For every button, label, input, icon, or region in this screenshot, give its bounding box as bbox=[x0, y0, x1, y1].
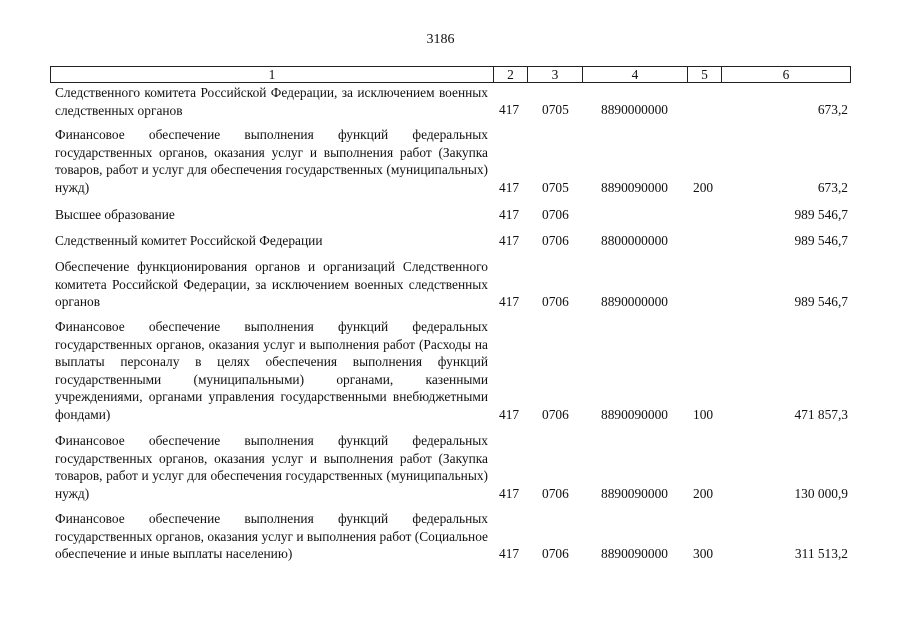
row-type: 200 bbox=[693, 486, 714, 501]
row-grbs: 417 bbox=[499, 407, 520, 422]
row-amount: 130 000,9 bbox=[794, 486, 848, 501]
row-amount: 673,2 bbox=[817, 180, 848, 195]
row-amount: 673,2 bbox=[817, 102, 848, 117]
header-col-3: 3 bbox=[528, 67, 583, 82]
row-grbs: 417 bbox=[499, 233, 520, 248]
row-grbs: 417 bbox=[499, 486, 520, 501]
row-grbs: 417 bbox=[499, 294, 520, 309]
row-code: 8890000000 bbox=[601, 294, 668, 309]
header-col-2: 2 bbox=[494, 67, 528, 82]
row-section: 0706 bbox=[542, 486, 569, 501]
row-description: Финансовое обеспечение выполнения функций федеральных государственных органов, оказания услуг и выполнения работ (Социальное обеспечение и иные выплаты населению) bbox=[55, 511, 488, 562]
header-col-5: 5 bbox=[688, 67, 722, 82]
row-amount: 989 546,7 bbox=[794, 233, 848, 248]
row-code: 8890090000 bbox=[601, 546, 668, 561]
row-section: 0706 bbox=[542, 207, 569, 222]
row-section: 0705 bbox=[542, 180, 569, 195]
page-number: 3186 bbox=[426, 32, 455, 47]
header-col-1: 1 bbox=[51, 67, 494, 82]
row-description: Следственного комитета Российской Федерации, за исключением военных следственных органов bbox=[55, 85, 488, 118]
row-code: 8890000000 bbox=[601, 102, 668, 117]
row-description: Финансовое обеспечение выполнения функций федеральных государственных органов, оказания услуг и выполнения работ (Закупка товаров, работ и услуг для обеспечения государственных (муниципальных) нужд) bbox=[55, 433, 488, 501]
row-description: Обеспечение функционирования органов и организаций Следственного комитета Российской Федерации, за исключением военных следственных органов bbox=[55, 259, 488, 310]
row-description: Высшее образование bbox=[55, 207, 175, 222]
row-amount: 989 546,7 bbox=[794, 207, 848, 222]
row-code: 8890090000 bbox=[601, 180, 668, 195]
row-grbs: 417 bbox=[499, 180, 520, 195]
row-amount: 471 857,3 bbox=[794, 407, 848, 422]
header-col-6: 6 bbox=[782, 67, 790, 82]
row-code: 8890090000 bbox=[601, 486, 668, 501]
row-section: 0706 bbox=[542, 294, 569, 309]
row-amount: 311 513,2 bbox=[794, 546, 848, 561]
row-code: 8890090000 bbox=[601, 407, 668, 422]
row-grbs: 417 bbox=[499, 102, 520, 117]
row-type: 200 bbox=[693, 180, 714, 195]
row-section: 0706 bbox=[542, 546, 569, 561]
row-section: 0706 bbox=[542, 233, 569, 248]
row-amount: 989 546,7 bbox=[794, 294, 848, 309]
row-description: Следственный комитет Российской Федерации bbox=[55, 233, 323, 248]
row-type: 100 bbox=[693, 407, 714, 422]
row-grbs: 417 bbox=[499, 546, 520, 561]
row-section: 0706 bbox=[542, 407, 569, 422]
row-section: 0705 bbox=[542, 102, 569, 117]
row-type: 300 bbox=[693, 546, 714, 561]
table-header bbox=[50, 66, 851, 83]
header-col-4: 4 bbox=[583, 67, 688, 82]
row-grbs: 417 bbox=[499, 207, 520, 222]
row-description: Финансовое обеспечение выполнения функций федеральных государственных органов, оказания услуг и выполнения работ (Расходы на выплаты персоналу в целях обеспечения выполнения функций государственными (муниципальными) органами, казенными учреждениями, органами управления государственными внебюджетными фондами) bbox=[55, 319, 488, 422]
row-description: Финансовое обеспечение выполнения функций федеральных государственных органов, оказания услуг и выполнения работ (Закупка товаров, работ и услуг для обеспечения государственных (муниципальных) нужд) bbox=[55, 127, 488, 195]
row-code: 8800000000 bbox=[601, 233, 668, 248]
